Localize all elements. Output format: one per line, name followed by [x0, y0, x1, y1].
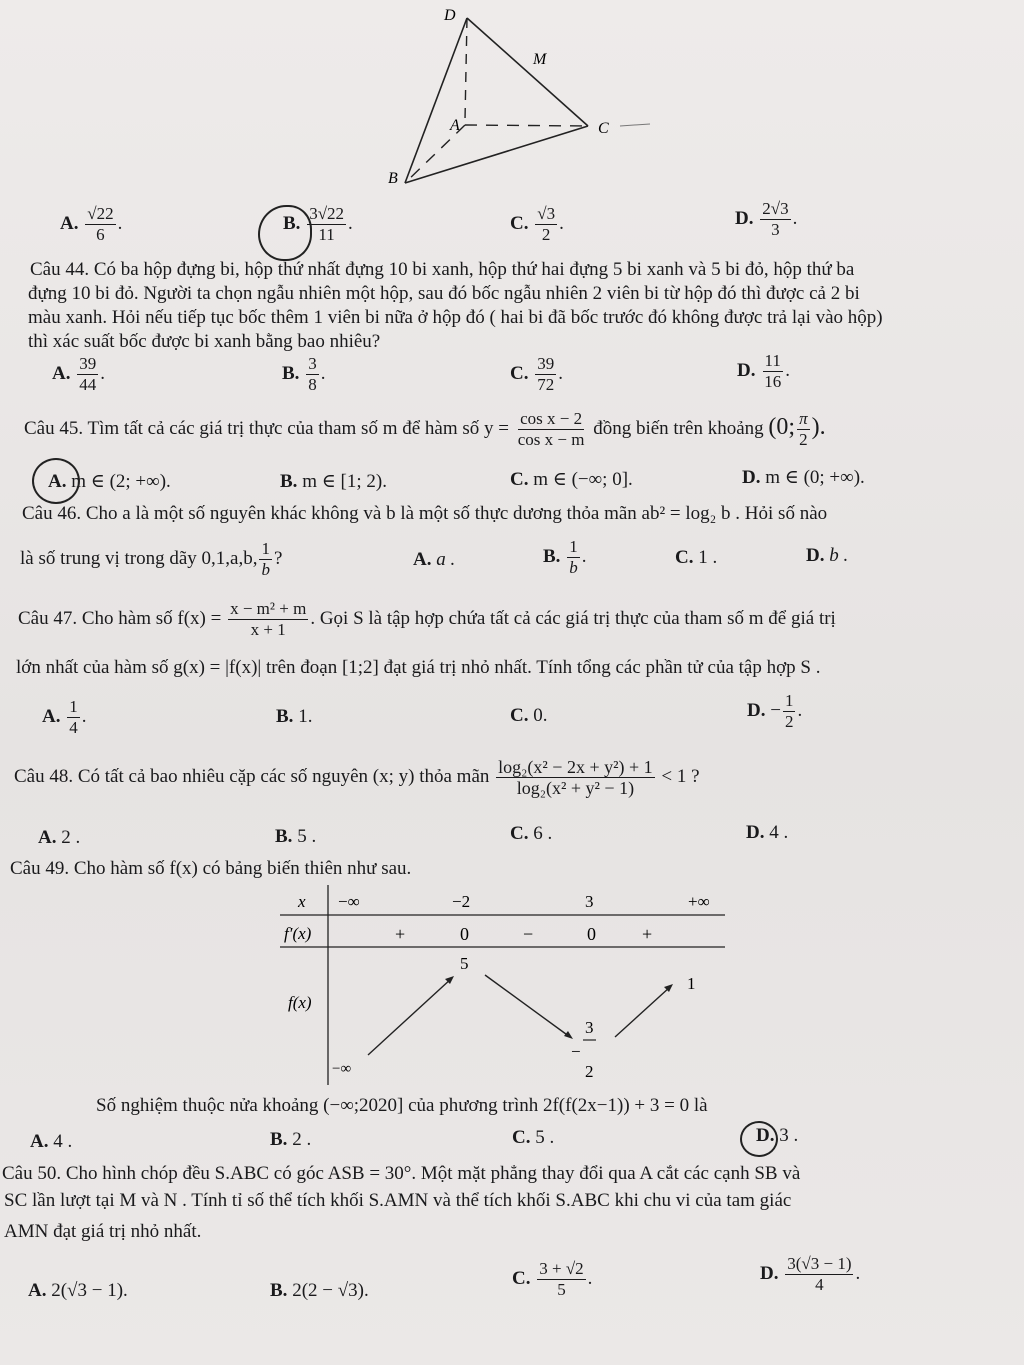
table-fprime-value: − [523, 924, 534, 944]
q44-line-2: đựng 10 bi đỏ. Người ta chọn ngẫu nhiên một hộp, sau đó bốc ngẫu nhiên 2 viên bi từ hộp đó thì được cả 2 bi [28, 283, 860, 304]
q45-option-a[interactable]: A. m ∈ (2; +∞). [48, 471, 171, 492]
q50-option-c[interactable]: C. $\frac{3 + √2}{5}$ . [512, 1259, 593, 1299]
q48-option-c[interactable]: C. 6 . [510, 823, 553, 844]
q43-answer-mark [258, 205, 312, 261]
q49-intro: Câu 49. Cho hàm số f(x) có bảng biến thiên như sau. [10, 858, 412, 879]
q47-option-d[interactable]: D. − $\frac{1}{2}$ . [747, 691, 803, 731]
q49-answer-mark [740, 1121, 778, 1157]
table-f-min-den: 2 [585, 1062, 594, 1081]
q49-question: Số nghiệm thuộc nửa khoảng (−∞;2020] của phương trình 2f(f(2x−1)) + 3 = 0 là [96, 1095, 708, 1116]
vertex-B: B [388, 170, 398, 187]
axis-arrow [620, 124, 650, 126]
q46-option-a[interactable]: A. a . [413, 549, 456, 570]
pyramid-figure [370, 0, 690, 200]
q46-option-b[interactable]: B. $\frac{1}{b}$ . [543, 537, 587, 577]
table-x-value: +∞ [688, 892, 710, 911]
table-x-label: x [298, 892, 306, 911]
table-f-right: 1 [687, 974, 696, 993]
table-f-left: −∞ [332, 1061, 352, 1077]
q46-option-d[interactable]: D. b . [806, 545, 849, 566]
q45-answer-mark [32, 458, 80, 504]
vertex-D: D [444, 7, 456, 24]
q44-option-b[interactable]: B. $\frac{3}{8}$ . [282, 354, 326, 394]
q48-option-d[interactable]: D. 4 . [746, 822, 789, 843]
q43-option-a[interactable]: A. $\frac{√22}{6}$ . [60, 204, 123, 244]
vertex-A: A [450, 117, 460, 134]
table-arrow-up [368, 978, 452, 1055]
q50-line-3: AMN đạt giá trị nhỏ nhất. [4, 1221, 202, 1242]
q47-option-b[interactable]: B. 1. [276, 706, 313, 727]
q47-line-1: Câu 47. Cho hàm số f(x) = $\frac{\text{x − m² + m}}{x + 1}$ . Gọi S là tập hợp chứa tất cả các giá trị thực của tham số m để giá trị [18, 599, 836, 639]
q50-line-1: Câu 50. Cho hình chóp đều S.ABC có góc ASB = 30°. Một mặt phẳng thay đổi qua A cắt các cạnh SB và [2, 1163, 801, 1184]
q45-option-d[interactable]: D. m ∈ (0; +∞). [742, 467, 865, 488]
q44-line-3: màu xanh. Hỏi nếu tiếp tục bốc thêm 1 viên bi nữa ở hộp đó ( hai bi đã bốc trước đó không được trả lại vào hộp) [28, 307, 883, 328]
table-fprime-value: 0 [587, 924, 596, 944]
q46-line-2: là số trung vị trong dãy 0,1,a,b, $\frac{1}{b}$ ? [20, 539, 283, 579]
q44-option-a[interactable]: A. $\frac{39}{44}$ . [52, 354, 105, 394]
q46-line-1: Câu 46. Cho a là một số nguyên khác không và b là một số thực dương thỏa mãn ab² = log₂ b . Hỏi số nào [22, 503, 828, 524]
q43-option-d[interactable]: D. $\frac{2√3}{3}$ . [735, 199, 798, 239]
variation-table [280, 885, 730, 1085]
q48-question: Câu 48. Có tất cả bao nhiêu cặp các số nguyên (x; y) thỏa mãn $\frac{\text{log₂(x² − 2x + y²) + 1}}{\text{log₂(x² + y² − 1)}}$ < 1 ? [14, 757, 700, 798]
q46-option-c[interactable]: C. 1 . [675, 547, 718, 568]
vertex-C: C [598, 120, 609, 137]
q49-option-c[interactable]: C. 5 . [512, 1127, 555, 1148]
q47-line-2: lớn nhất của hàm số g(x) = |f(x)| trên đoạn [1;2] đạt giá trị nhỏ nhất. Tính tổng các phần tử của tập hợp S . [16, 657, 821, 678]
table-f-label: f(x) [288, 993, 312, 1012]
table-f-min-sign: − [571, 1042, 581, 1061]
table-arrow-down [485, 975, 570, 1037]
table-fprime-value: + [642, 924, 653, 944]
table-fprime-value: 0 [460, 924, 469, 944]
edge-DA [465, 18, 467, 120]
q45-option-c[interactable]: C. m ∈ (−∞; 0]. [510, 469, 633, 490]
edge-DC [467, 18, 588, 126]
q44-option-c[interactable]: C. $\frac{39}{72}$ . [510, 354, 563, 394]
q48-option-b[interactable]: B. 5 . [275, 826, 317, 847]
edge-AC [465, 125, 588, 126]
edge-BC [405, 126, 588, 183]
q44-line-1: Câu 44. Có ba hộp đựng bi, hộp thứ nhất đựng 10 bi xanh, hộp thứ hai đựng 5 bi xanh và 5 bi đỏ, hộp thứ ba [30, 259, 855, 280]
q44-line-4: thì xác suất bốc được bi xanh bằng bao nhiêu? [28, 331, 381, 352]
q45-question: Câu 45. Tìm tất cả các giá trị thực của tham số m để hàm số y = $\frac{\text{cos x − 2}}{\text{cos x − m}}$ đồng biến trên khoảng (0; $\frac{\pi}{2}$ ). [24, 409, 826, 449]
table-x-value: 3 [585, 892, 594, 911]
q50-option-a[interactable]: A. 2(√3 − 1). [28, 1280, 128, 1301]
q43-option-c[interactable]: C. $\frac{√3}{2}$ . [510, 204, 564, 244]
table-x-value: −2 [452, 892, 471, 911]
q49-option-b[interactable]: B. 2 . [270, 1129, 312, 1150]
q47-option-c[interactable]: C. 0. [510, 705, 548, 726]
table-arrow-up [615, 987, 670, 1037]
q43-option-b[interactable]: B. $\frac{3√22}{11}$ . [283, 204, 353, 244]
q49-option-a[interactable]: A. 4 . [30, 1131, 73, 1152]
q44-option-d[interactable]: D. $\frac{11}{16}$ . [737, 351, 790, 391]
table-x-value: −∞ [338, 892, 360, 911]
q50-option-b[interactable]: B. 2(2 − √3). [270, 1280, 369, 1301]
q47-option-a[interactable]: A. $\frac{1}{4}$ . [42, 697, 87, 737]
q45-option-b[interactable]: B. m ∈ [1; 2). [280, 471, 387, 492]
q48-option-a[interactable]: A. 2 . [38, 827, 81, 848]
edge-DB [405, 18, 467, 183]
table-fprime-value: + [395, 924, 406, 944]
table-f-min-num: 3 [585, 1018, 594, 1037]
q50-option-d[interactable]: D. $\frac{3(√3 - 1)}{4}$ . [760, 1254, 861, 1294]
table-fprime-label: f′(x) [284, 924, 312, 943]
vertex-M: M [533, 51, 547, 68]
q49-option-d[interactable]: D. 3 . [756, 1125, 799, 1146]
q50-line-2: SC lần lượt tại M và N . Tính tỉ số thể tích khối S.AMN và thể tích khối S.ABC khi chu vi của tam giác [4, 1190, 792, 1211]
table-f-max: 5 [460, 954, 469, 973]
